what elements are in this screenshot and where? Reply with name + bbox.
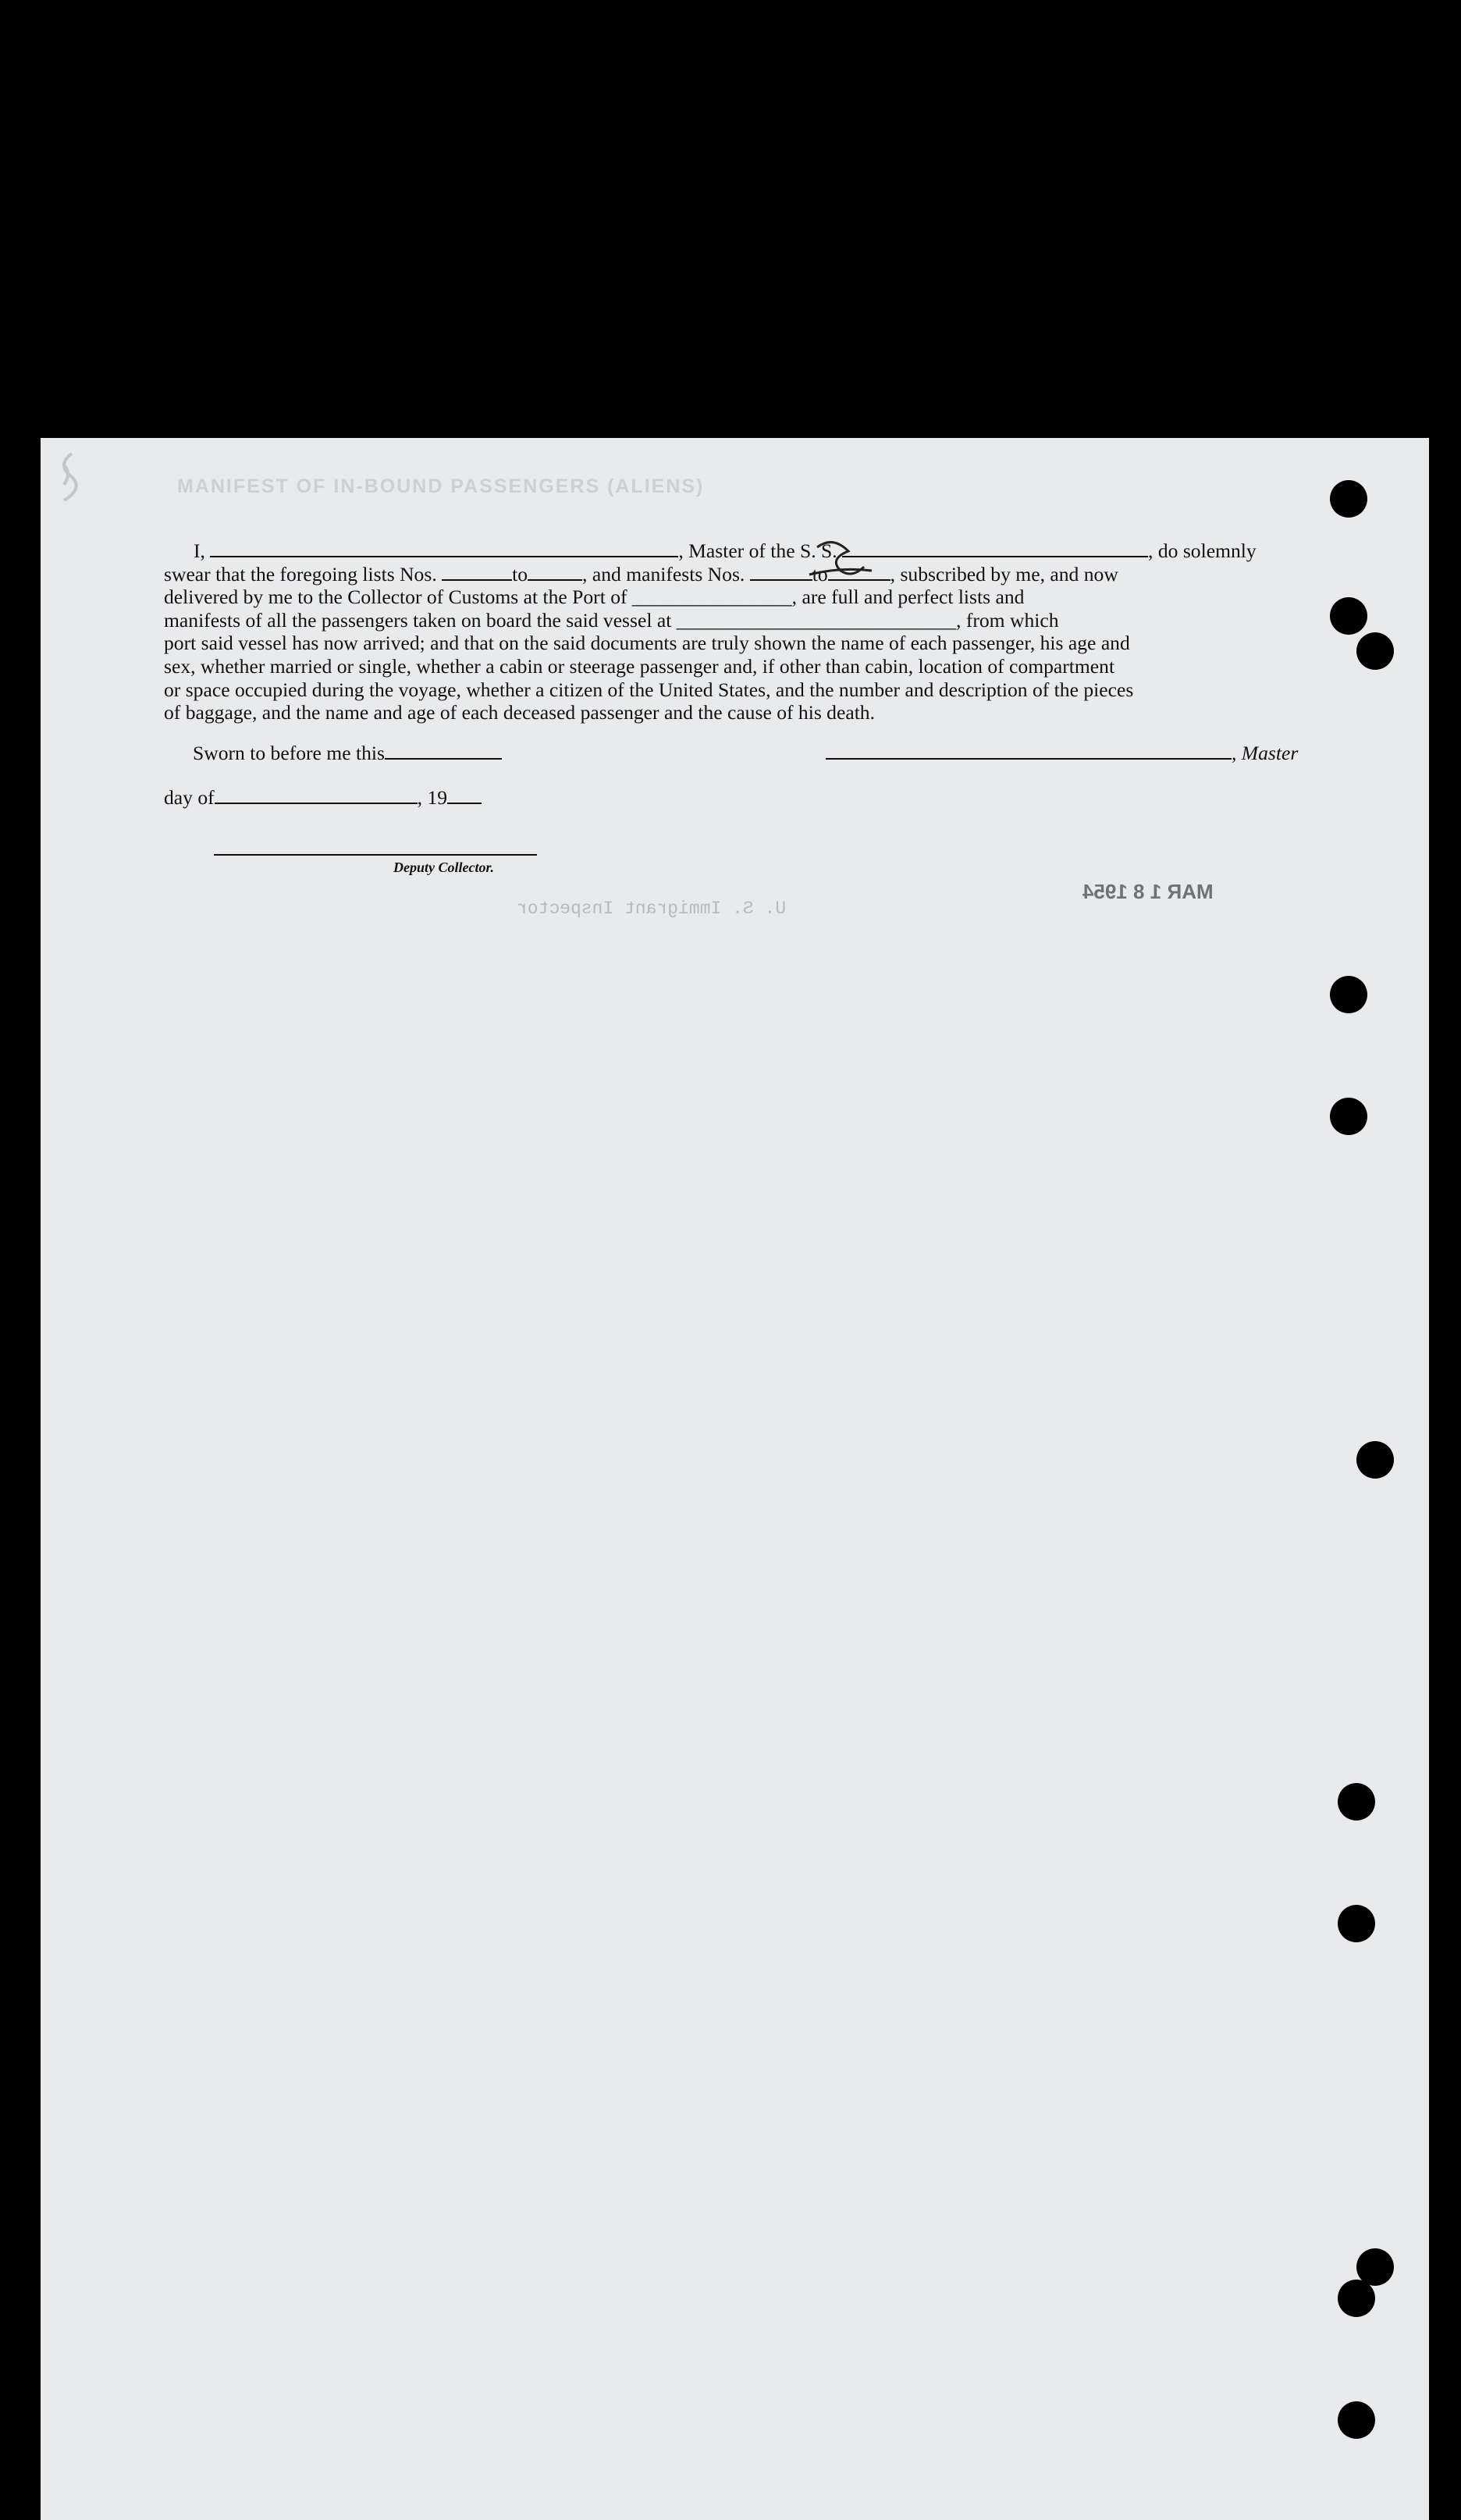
- corner-scribble-mark: [41, 438, 95, 524]
- punch-hole: [1330, 1098, 1367, 1135]
- punch-hole: [1338, 2280, 1375, 2317]
- sworn-line: [193, 742, 502, 765]
- oath-line-4: manifests of all the passengers taken on board the said vessel at ____________________________, from which: [164, 608, 1059, 632]
- sworn-day-blank: [385, 744, 502, 760]
- oath-line-3: delivered by me to the Collector of Customs at the Port of ________________, are full and perfect lists and: [164, 586, 1025, 609]
- list-no-from-blank: [442, 565, 512, 581]
- master-label: , Master: [1232, 742, 1299, 764]
- oath-line-8: of baggage, and the name and age of each deceased passenger and the cause of his death.: [164, 701, 876, 724]
- deputy-collector-label: Deputy Collector.: [393, 860, 494, 875]
- inspector-stamp-bleedthrough: U. S. Immigrant Inspector: [517, 899, 787, 919]
- punch-hole: [1338, 1783, 1375, 1821]
- date-stamp-bleedthrough: MAR 1 8 1954: [1082, 880, 1214, 903]
- oath-paragraph: [164, 539, 1346, 724]
- punch-hole: [1338, 1905, 1375, 1942]
- oath-line-5: port said vessel has now arrived; and that on the said documents are truly shown the name of each passenger, his age and: [164, 632, 1130, 655]
- faint-bleedthrough-header: MANIFEST OF IN-BOUND PASSENGERS (ALIENS): [177, 475, 705, 497]
- document-page: [41, 438, 1429, 2520]
- vessel-name-blank: [842, 542, 1148, 557]
- day-of-label: day of: [164, 786, 215, 809]
- punch-hole: [1356, 1441, 1394, 1479]
- oath-line-2: swear that the foregoing lists Nos. to , and manifests Nos. to , subscribed by me, and now: [164, 562, 1118, 586]
- punch-hole: [1330, 976, 1367, 1013]
- punch-hole: [1356, 632, 1394, 670]
- punch-hole: [1330, 597, 1367, 635]
- oath-line-7: or space occupied during the voyage, whether a citizen of the United States, and the number and description of the pieces: [164, 678, 1134, 701]
- oath-line-6: sex, whether married or single, whether a cabin or steerage passenger and, if other than cabin, location of compartment: [164, 654, 1115, 678]
- year-label: , 19: [417, 786, 448, 809]
- year-blank: [447, 788, 482, 804]
- master-signature-line: [826, 742, 1298, 765]
- punch-hole: [1330, 480, 1367, 518]
- sworn-label: Sworn to before me this: [193, 742, 385, 764]
- list-no-to-blank: [528, 565, 582, 581]
- master-signature-blank: [826, 744, 1232, 760]
- oath-line-1: I, , Master of the S. S. , do solemnly: [194, 539, 1257, 562]
- month-blank: [215, 788, 418, 804]
- master-name-blank: [210, 542, 678, 557]
- day-of-line: [164, 786, 482, 810]
- deputy-signature-rule: [214, 854, 537, 856]
- ink-scribble-mark: [802, 528, 887, 594]
- punch-hole: [1338, 2401, 1375, 2439]
